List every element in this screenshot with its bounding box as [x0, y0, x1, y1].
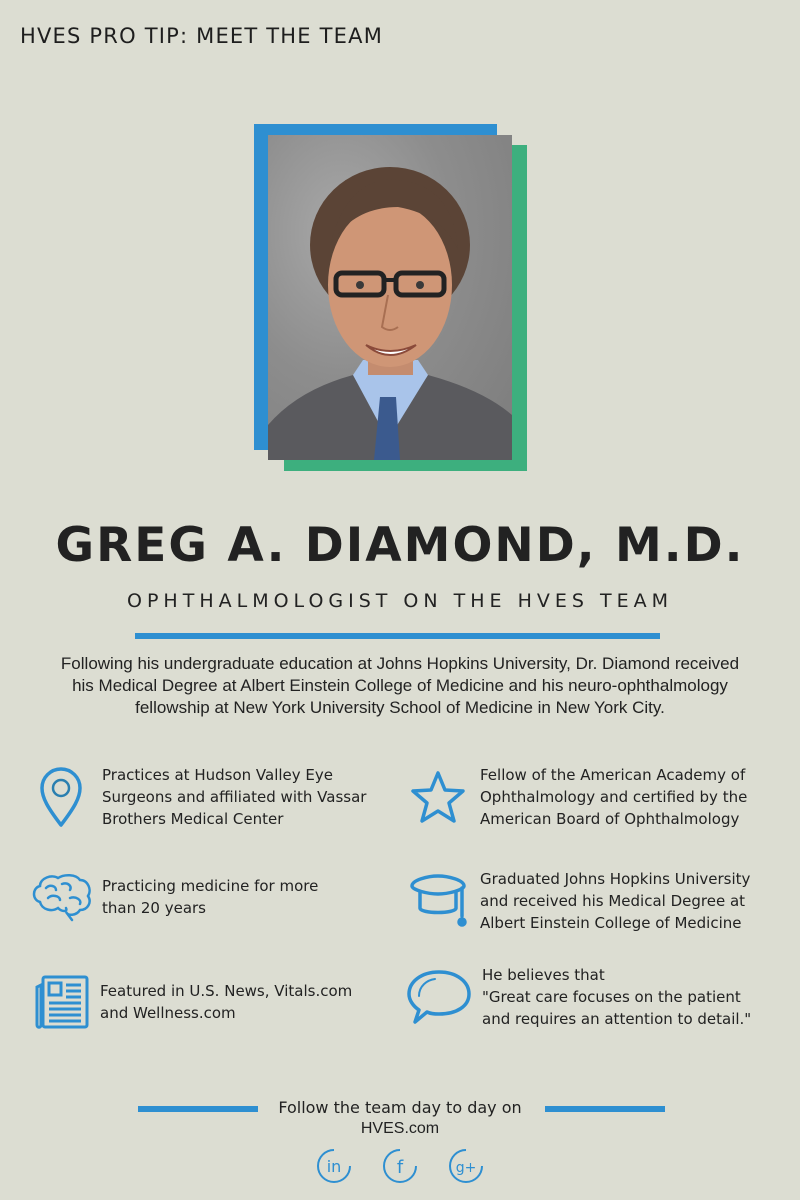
svg-text:g+: g+	[455, 1160, 477, 1176]
doctor-name: GREG A. DIAMOND, M.D.	[55, 518, 745, 573]
fact-line: Graduated Johns Hopkins University	[480, 870, 751, 888]
fact-line: Surgeons and affiliated with Vassar	[102, 788, 367, 806]
fact-location	[36, 764, 366, 830]
star-icon	[408, 767, 468, 827]
google-plus-icon[interactable]	[448, 1148, 484, 1184]
divider-rule	[135, 633, 660, 639]
bio-line: Following his undergraduate education at Johns Hopkins University, Dr. Diamond received	[60, 654, 740, 673]
newspaper-icon	[32, 972, 92, 1032]
speech-bubble-icon	[404, 966, 474, 1028]
bio-line: his Medical Degree at Albert Einstein College of Medicine and his neuro-ophthalmology	[72, 676, 728, 695]
fact-quote	[404, 964, 751, 1030]
social-links	[0, 1148, 800, 1184]
doctor-portrait	[268, 135, 512, 460]
fact-text	[482, 964, 751, 1030]
graduation-cap-icon	[408, 870, 468, 932]
fact-line: Albert Einstein College of Medicine	[480, 914, 742, 932]
fact-line: and received his Medical Degree at	[480, 892, 746, 910]
fact-experience	[30, 872, 318, 922]
fact-line: Practicing medicine for more	[102, 877, 319, 895]
bio-paragraph	[20, 653, 780, 719]
page-header-title: HVES PRO TIP: MEET THE TEAM	[20, 24, 384, 48]
fact-text	[102, 875, 318, 919]
facebook-icon[interactable]	[382, 1148, 418, 1184]
fact-line: than 20 years	[102, 899, 206, 917]
fact-text	[102, 764, 366, 830]
fact-education	[408, 868, 750, 934]
fact-line: He believes that	[482, 966, 605, 984]
fact-line: and requires an attention to detail."	[482, 1010, 752, 1028]
doctor-title: OPHTHALMOLOGIST ON THE HVES TEAM	[127, 590, 673, 612]
fact-featured	[32, 972, 352, 1032]
fact-line: Fellow of the American Academy of	[480, 766, 746, 784]
follow-text: Follow the team day to day on	[278, 1098, 522, 1117]
fact-text	[100, 980, 352, 1024]
fact-text	[480, 868, 750, 934]
portrait-illustration	[268, 135, 512, 460]
bio-line: fellowship at New York University School of Medicine in New York City.	[135, 698, 665, 717]
fact-text	[480, 764, 747, 830]
fact-certification	[408, 764, 747, 830]
map-pin-icon	[36, 765, 86, 829]
fact-line: Featured in U.S. News, Vitals.com	[100, 982, 353, 1000]
fact-line: Ophthalmology and certified by the	[480, 788, 748, 806]
fact-line: Brothers Medical Center	[102, 810, 284, 828]
svg-text:in: in	[326, 1157, 342, 1176]
svg-text:f: f	[396, 1157, 404, 1178]
fact-line: American Board of Ophthalmology	[480, 810, 740, 828]
fact-line: Practices at Hudson Valley Eye	[102, 766, 333, 784]
linkedin-icon[interactable]	[316, 1148, 352, 1184]
site-link[interactable]: HVES.com	[360, 1120, 440, 1137]
brain-icon	[30, 872, 94, 922]
fact-line: and Wellness.com	[100, 1004, 236, 1022]
fact-line: "Great care focuses on the patient	[482, 988, 741, 1006]
